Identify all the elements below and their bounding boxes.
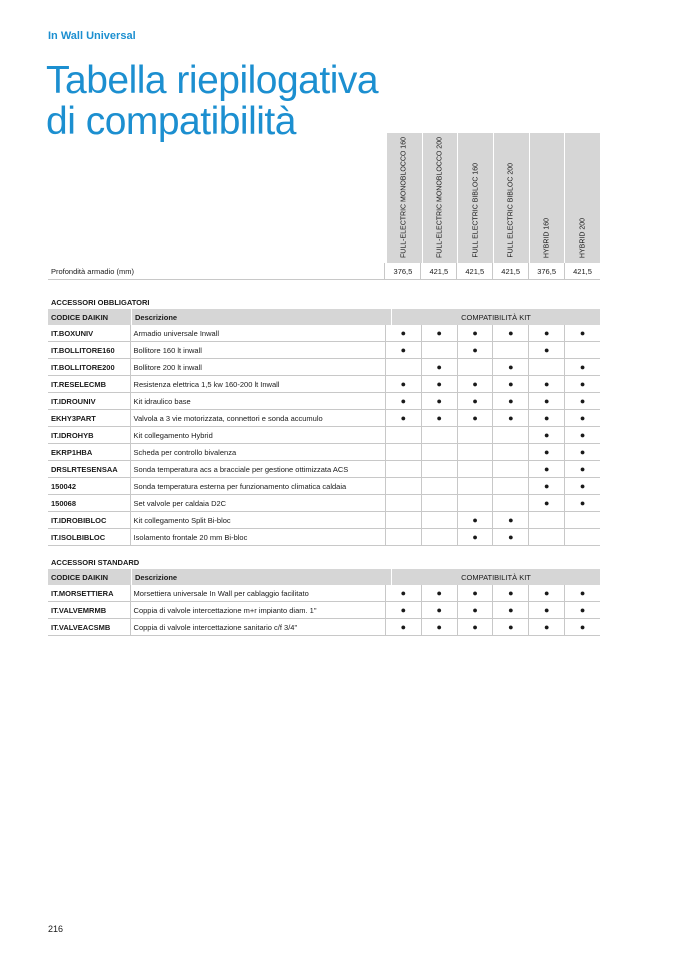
compatibility-cell-empty (492, 478, 528, 494)
table-body (48, 325, 600, 546)
compatibility-mark: ● (492, 619, 528, 635)
compatibility-mark: ● (421, 585, 457, 601)
column-header: FULL-ELECTRIC MONOBLOCCO 160 (387, 133, 423, 263)
compatibility-mark: ● (421, 376, 457, 392)
row-code: IT.MORSETTIERA (51, 588, 114, 598)
compatibility-cell-empty (385, 461, 421, 477)
compatibility-cell-empty (385, 359, 421, 375)
compatibility-cell-empty (385, 495, 421, 511)
table-group-title: ACCESSORI OBBLIGATORI (51, 298, 150, 307)
compatibility-cell-empty (457, 461, 493, 477)
compatibility-mark: ● (528, 410, 564, 426)
compatibility-mark: ● (528, 478, 564, 494)
table-header (48, 569, 600, 585)
row-description: Valvola a 3 vie motorizzata, connettori e sonda accumulo (130, 410, 385, 426)
compatibility-mark: ● (528, 444, 564, 460)
compatibility-mark: ● (385, 602, 421, 618)
compatibility-mark: ● (492, 359, 528, 375)
depth-value: 376,5 (384, 263, 420, 279)
table-header (48, 309, 600, 325)
row-description: Sonda temperatura acs a bracciale per gestione ottimizzata ACS (130, 461, 385, 477)
row-description: Kit idraulico base (130, 393, 385, 409)
row-code: IT.IDROBIBLOC (51, 515, 107, 525)
row-code: EKRP1HBA (51, 447, 93, 457)
row-code: IT.ISOLBIBLOC (51, 532, 106, 542)
depth-label: Profondità armadio (mm) (51, 266, 134, 276)
row-code: IT.IDROUNIV (51, 396, 96, 406)
header-code: CODICE DAIKIN (51, 572, 109, 582)
compatibility-cell-empty (528, 512, 564, 528)
row-description: Sonda temperatura esterna per funzionamento climatica caldaia (130, 478, 385, 494)
compatibility-mark: ● (492, 602, 528, 618)
row-description: Scheda per controllo bivalenza (130, 444, 385, 460)
compatibility-cell-empty (421, 495, 457, 511)
compatibility-cell-empty (457, 495, 493, 511)
compatibility-mark: ● (492, 325, 528, 341)
compatibility-cell-empty (564, 529, 600, 545)
compatibility-mark: ● (492, 376, 528, 392)
table-row (48, 602, 600, 619)
compatibility-cell-empty (421, 461, 457, 477)
compatibility-cell-empty (457, 359, 493, 375)
row-description: Armadio universale Inwall (130, 325, 385, 341)
compatibility-mark: ● (385, 619, 421, 635)
table-row (48, 529, 600, 546)
compatibility-mark: ● (457, 602, 493, 618)
compatibility-cell-empty (385, 444, 421, 460)
column-header: FULL-ELECTRIC MONOBLOCCO 200 (423, 133, 459, 263)
compatibility-mark: ● (457, 376, 493, 392)
compatibility-mark: ● (385, 325, 421, 341)
depth-value: 421,5 (420, 263, 456, 279)
row-code: IT.BOLLITORE200 (51, 362, 115, 372)
compatibility-cell-empty (492, 461, 528, 477)
table-group-title: ACCESSORI STANDARD (51, 558, 140, 567)
compatibility-cell-empty (385, 427, 421, 443)
compatibility-mark: ● (385, 376, 421, 392)
column-header: FULL ELECTRIC BIBLOC 160 (458, 133, 494, 263)
row-description: Coppia di valvole intercettazione sanitario c/f 3/4" (130, 619, 385, 635)
row-description: Set valvole per caldaia D2C (130, 495, 385, 511)
compatibility-mark: ● (421, 393, 457, 409)
depth-value: 421,5 (456, 263, 492, 279)
row-code: 150042 (51, 481, 77, 491)
compatibility-mark: ● (457, 342, 493, 358)
table-row (48, 461, 600, 478)
table-row (48, 410, 600, 427)
table-row (48, 619, 600, 636)
row-description: Bollitore 160 lt inwall (130, 342, 385, 358)
compatibility-cell-empty (421, 342, 457, 358)
compatibility-mark: ● (564, 427, 600, 443)
compatibility-mark: ● (528, 619, 564, 635)
page-number: 216 (48, 924, 64, 934)
table-body (48, 585, 600, 636)
row-code: IT.RESELECMB (51, 379, 107, 389)
compatibility-cell-empty (457, 478, 493, 494)
compatibility-mark: ● (385, 585, 421, 601)
compatibility-cell-empty (492, 427, 528, 443)
compatibility-cell-empty (492, 342, 528, 358)
compatibility-cell-empty (528, 529, 564, 545)
title-line-2: di compatibilità (46, 100, 296, 143)
compatibility-mark: ● (421, 602, 457, 618)
compatibility-cell-empty (421, 444, 457, 460)
compatibility-mark: ● (457, 325, 493, 341)
depth-value: 421,5 (492, 263, 528, 279)
row-code: IT.IDROHYB (51, 430, 94, 440)
compatibility-mark: ● (492, 512, 528, 528)
table-row (48, 359, 600, 376)
section-label: In Wall Universal (48, 30, 136, 42)
row-code: IT.VALVEMRMB (51, 605, 107, 615)
compatibility-mark: ● (528, 602, 564, 618)
row-code: IT.BOLLITORE160 (51, 345, 115, 355)
compatibility-mark: ● (492, 529, 528, 545)
header-compatibility: COMPATIBILITÀ KIT (391, 309, 600, 325)
compatibility-mark: ● (564, 495, 600, 511)
compatibility-mark: ● (492, 410, 528, 426)
compatibility-cell-empty (421, 512, 457, 528)
depth-value: 421,5 (564, 263, 600, 279)
compatibility-mark: ● (564, 325, 600, 341)
compatibility-mark: ● (528, 325, 564, 341)
compatibility-mark: ● (564, 585, 600, 601)
row-code: IT.BOXUNIV (51, 328, 94, 338)
table-row (48, 585, 600, 602)
table-row (48, 342, 600, 359)
compatibility-cell-empty (457, 427, 493, 443)
header-description: Descrizione (131, 309, 391, 325)
compatibility-mark: ● (528, 393, 564, 409)
compatibility-mark: ● (528, 461, 564, 477)
compatibility-mark: ● (421, 359, 457, 375)
compatibility-cell-empty (492, 495, 528, 511)
compatibility-cell-empty (564, 342, 600, 358)
row-description: Morsettiera universale In Wall per cablaggio facilitato (130, 585, 385, 601)
compatibility-cell-empty (421, 478, 457, 494)
row-description: Kit collegamento Hybrid (130, 427, 385, 443)
depth-row (48, 263, 600, 280)
compatibility-mark: ● (385, 393, 421, 409)
row-description: Kit collegamento Split Bi-bloc (130, 512, 385, 528)
compatibility-mark: ● (385, 342, 421, 358)
compatibility-mark: ● (528, 427, 564, 443)
compatibility-mark: ● (457, 529, 493, 545)
compatibility-mark: ● (528, 376, 564, 392)
compatibility-cell-empty (492, 444, 528, 460)
header-compatibility: COMPATIBILITÀ KIT (391, 569, 600, 585)
column-header: HYBRID 200 (565, 133, 600, 263)
row-description: Coppia di valvole intercettazione m+r impianto diam. 1" (130, 602, 385, 618)
compatibility-mark: ● (528, 495, 564, 511)
compatibility-mark: ● (564, 410, 600, 426)
compatibility-mark: ● (457, 393, 493, 409)
compatibility-cell-empty (564, 512, 600, 528)
page-title (46, 60, 386, 142)
table-row (48, 427, 600, 444)
row-description: Resistenza elettrica 1,5 kw 160-200 lt Inwall (130, 376, 385, 392)
depth-value: 376,5 (528, 263, 564, 279)
header-description: Descrizione (131, 569, 391, 585)
compatibility-mark: ● (564, 444, 600, 460)
row-description: Isolamento frontale 20 mm Bi-bloc (130, 529, 385, 545)
compatibility-cell-empty (385, 529, 421, 545)
compatibility-mark: ● (564, 376, 600, 392)
column-header: HYBRID 160 (530, 133, 566, 263)
table-row (48, 495, 600, 512)
compatibility-mark: ● (457, 585, 493, 601)
compatibility-cell-empty (457, 444, 493, 460)
column-headers (387, 133, 600, 263)
table-row (48, 512, 600, 529)
column-header: FULL ELECTRIC BIBLOC 200 (494, 133, 530, 263)
header-code: CODICE DAIKIN (51, 312, 109, 322)
compatibility-mark: ● (421, 619, 457, 635)
compatibility-mark: ● (564, 359, 600, 375)
compatibility-mark: ● (385, 410, 421, 426)
table-row (48, 444, 600, 461)
compatibility-cell-empty (528, 359, 564, 375)
standard-accessories-table (48, 556, 600, 636)
compatibility-mark: ● (421, 325, 457, 341)
row-code: 150068 (51, 498, 77, 508)
row-code: EKHY3PART (51, 413, 96, 423)
title-line-1: Tabella riepilogativa (46, 59, 379, 102)
compatibility-mark: ● (457, 410, 493, 426)
compatibility-cell-empty (421, 529, 457, 545)
compatibility-mark: ● (528, 585, 564, 601)
row-description: Bollitore 200 lt inwall (130, 359, 385, 375)
compatibility-cell-empty (385, 512, 421, 528)
row-code: IT.VALVEACSMB (51, 622, 111, 632)
compatibility-mark: ● (421, 410, 457, 426)
mandatory-accessories-table (48, 296, 600, 546)
compatibility-mark: ● (528, 342, 564, 358)
compatibility-mark: ● (564, 461, 600, 477)
table-row (48, 325, 600, 342)
table-row (48, 376, 600, 393)
compatibility-mark: ● (564, 602, 600, 618)
compatibility-mark: ● (564, 619, 600, 635)
compatibility-mark: ● (564, 478, 600, 494)
compatibility-mark: ● (564, 393, 600, 409)
row-code: DRSLRTESENSAA (51, 464, 118, 474)
compatibility-cell-empty (385, 478, 421, 494)
compatibility-mark: ● (457, 512, 493, 528)
compatibility-mark: ● (457, 619, 493, 635)
table-row (48, 478, 600, 495)
compatibility-cell-empty (421, 427, 457, 443)
table-row (48, 393, 600, 410)
compatibility-mark: ● (492, 585, 528, 601)
compatibility-mark: ● (492, 393, 528, 409)
